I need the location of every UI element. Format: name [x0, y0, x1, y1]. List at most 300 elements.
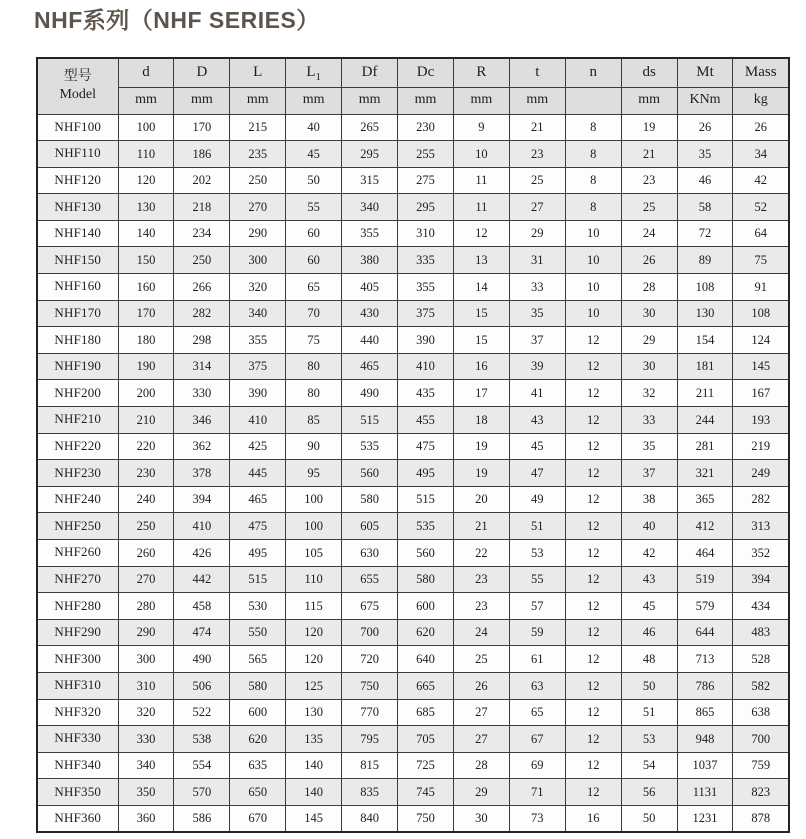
value-cell-d: 330	[174, 380, 230, 407]
value-cell-dc: 230	[398, 114, 454, 141]
value-cell-mt: 72	[677, 220, 733, 247]
value-cell-t: 45	[509, 433, 565, 460]
value-cell-dc: 435	[398, 380, 454, 407]
value-cell-ds: 51	[621, 699, 677, 726]
value-cell-n: 12	[565, 433, 621, 460]
value-cell-df: 750	[342, 672, 398, 699]
value-cell-n: 12	[565, 380, 621, 407]
value-cell-t: 65	[509, 699, 565, 726]
value-cell-l: 290	[230, 220, 286, 247]
value-cell-r: 19	[453, 433, 509, 460]
value-cell-n: 10	[565, 300, 621, 327]
value-cell-r: 16	[453, 353, 509, 380]
value-cell-mass: 42	[733, 167, 789, 194]
value-cell-ds: 24	[621, 220, 677, 247]
table-row-nhf140	[37, 220, 789, 247]
column-header-n: n	[565, 58, 621, 87]
value-cell-r: 23	[453, 566, 509, 593]
value-cell-mt: 1131	[677, 779, 733, 806]
value-cell-ds: 43	[621, 566, 677, 593]
value-cell-l: 410	[230, 407, 286, 434]
value-cell-df: 515	[342, 407, 398, 434]
value-cell-d: 220	[118, 433, 174, 460]
value-cell-d: 362	[174, 433, 230, 460]
model-cell: NHF280	[37, 593, 118, 620]
model-cell: NHF310	[37, 672, 118, 699]
column-header-l: L	[230, 58, 286, 87]
value-cell-d: 320	[118, 699, 174, 726]
value-cell-d: 522	[174, 699, 230, 726]
value-cell-ds: 53	[621, 726, 677, 753]
value-cell-df: 630	[342, 540, 398, 567]
value-cell-r: 11	[453, 194, 509, 221]
value-cell-l: 215	[230, 114, 286, 141]
value-cell-df: 675	[342, 593, 398, 620]
value-cell-l1: 85	[286, 407, 342, 434]
value-cell-l: 390	[230, 380, 286, 407]
value-cell-mass: 282	[733, 486, 789, 513]
model-cell: NHF140	[37, 220, 118, 247]
value-cell-d: 240	[118, 486, 174, 513]
value-cell-d: 180	[118, 327, 174, 354]
value-cell-ds: 33	[621, 407, 677, 434]
value-cell-d: 210	[118, 407, 174, 434]
value-cell-df: 380	[342, 247, 398, 274]
value-cell-d: 100	[118, 114, 174, 141]
value-cell-ds: 25	[621, 194, 677, 221]
value-cell-mt: 281	[677, 433, 733, 460]
value-cell-l: 670	[230, 805, 286, 832]
value-cell-l1: 110	[286, 566, 342, 593]
value-cell-dc: 640	[398, 646, 454, 673]
value-cell-r: 17	[453, 380, 509, 407]
value-cell-t: 61	[509, 646, 565, 673]
value-cell-n: 12	[565, 672, 621, 699]
value-cell-d: 506	[174, 672, 230, 699]
value-cell-d: 350	[118, 779, 174, 806]
value-cell-dc: 295	[398, 194, 454, 221]
value-cell-l1: 50	[286, 167, 342, 194]
model-cell: NHF320	[37, 699, 118, 726]
value-cell-l: 635	[230, 752, 286, 779]
value-cell-mass: 394	[733, 566, 789, 593]
model-cell: NHF160	[37, 274, 118, 301]
value-cell-mt: 46	[677, 167, 733, 194]
value-cell-r: 27	[453, 726, 509, 753]
value-cell-df: 315	[342, 167, 398, 194]
value-cell-n: 12	[565, 779, 621, 806]
value-cell-n: 10	[565, 220, 621, 247]
value-cell-dc: 375	[398, 300, 454, 327]
value-cell-t: 41	[509, 380, 565, 407]
value-cell-r: 26	[453, 672, 509, 699]
value-cell-df: 720	[342, 646, 398, 673]
value-cell-n: 12	[565, 513, 621, 540]
value-cell-d: 200	[118, 380, 174, 407]
value-cell-mass: 700	[733, 726, 789, 753]
nhf-series-spec-table	[36, 57, 790, 833]
value-cell-n: 8	[565, 194, 621, 221]
value-cell-mass: 434	[733, 593, 789, 620]
value-cell-d: 340	[118, 752, 174, 779]
value-cell-d: 170	[174, 114, 230, 141]
value-cell-dc: 560	[398, 540, 454, 567]
value-cell-d: 282	[174, 300, 230, 327]
value-cell-t: 37	[509, 327, 565, 354]
model-label-en: Model	[59, 87, 97, 103]
value-cell-r: 24	[453, 619, 509, 646]
table-row-nhf310	[37, 672, 789, 699]
value-cell-dc: 580	[398, 566, 454, 593]
value-cell-l: 565	[230, 646, 286, 673]
value-cell-mass: 75	[733, 247, 789, 274]
value-cell-r: 15	[453, 327, 509, 354]
table-row-nhf320	[37, 699, 789, 726]
value-cell-dc: 390	[398, 327, 454, 354]
value-cell-n: 8	[565, 141, 621, 168]
value-cell-d: 474	[174, 619, 230, 646]
value-cell-mass: 193	[733, 407, 789, 434]
table-row-nhf170	[37, 300, 789, 327]
value-cell-n: 12	[565, 353, 621, 380]
value-cell-d: 310	[118, 672, 174, 699]
value-cell-r: 13	[453, 247, 509, 274]
value-cell-ds: 37	[621, 460, 677, 487]
value-cell-ds: 50	[621, 805, 677, 832]
value-cell-ds: 30	[621, 300, 677, 327]
value-cell-d: 190	[118, 353, 174, 380]
value-cell-df: 265	[342, 114, 398, 141]
table-row-nhf150	[37, 247, 789, 274]
value-cell-df: 815	[342, 752, 398, 779]
value-cell-df: 465	[342, 353, 398, 380]
table-row-nhf330	[37, 726, 789, 753]
value-cell-r: 29	[453, 779, 509, 806]
value-cell-dc: 665	[398, 672, 454, 699]
value-cell-l: 235	[230, 141, 286, 168]
value-cell-l1: 70	[286, 300, 342, 327]
value-cell-n: 8	[565, 167, 621, 194]
value-cell-d: 150	[118, 247, 174, 274]
value-cell-mt: 786	[677, 672, 733, 699]
column-header-l1: $L_1$	[286, 58, 342, 87]
value-cell-l1: 60	[286, 220, 342, 247]
value-cell-d: 186	[174, 141, 230, 168]
table-row-nhf100	[37, 114, 789, 141]
value-cell-l1: 140	[286, 779, 342, 806]
value-cell-r: 14	[453, 274, 509, 301]
value-cell-t: 67	[509, 726, 565, 753]
value-cell-l: 550	[230, 619, 286, 646]
model-cell: NHF290	[37, 619, 118, 646]
value-cell-mt: 321	[677, 460, 733, 487]
table-row-nhf270	[37, 566, 789, 593]
value-cell-dc: 745	[398, 779, 454, 806]
column-header-t: t	[509, 58, 565, 87]
value-cell-dc: 275	[398, 167, 454, 194]
value-cell-r: 11	[453, 167, 509, 194]
column-header-df: Df	[342, 58, 398, 87]
column-header-mt: Mt	[677, 58, 733, 87]
value-cell-l: 300	[230, 247, 286, 274]
value-cell-mt: 181	[677, 353, 733, 380]
table-row-nhf340	[37, 752, 789, 779]
spec-table-head	[37, 58, 789, 114]
value-cell-d: 266	[174, 274, 230, 301]
value-cell-ds: 50	[621, 672, 677, 699]
value-cell-l: 495	[230, 540, 286, 567]
value-cell-mass: 108	[733, 300, 789, 327]
column-unit-t: mm	[509, 87, 565, 114]
value-cell-mt: 713	[677, 646, 733, 673]
model-cell: NHF170	[37, 300, 118, 327]
value-cell-mass: 878	[733, 805, 789, 832]
value-cell-df: 835	[342, 779, 398, 806]
value-cell-t: 51	[509, 513, 565, 540]
value-cell-d: 490	[174, 646, 230, 673]
value-cell-df: 430	[342, 300, 398, 327]
value-cell-mass: 352	[733, 540, 789, 567]
value-cell-n: 10	[565, 274, 621, 301]
value-cell-d: 290	[118, 619, 174, 646]
value-cell-dc: 495	[398, 460, 454, 487]
value-cell-t: 33	[509, 274, 565, 301]
table-row-nhf110	[37, 141, 789, 168]
value-cell-df: 795	[342, 726, 398, 753]
value-cell-r: 10	[453, 141, 509, 168]
value-cell-df: 295	[342, 141, 398, 168]
column-header-r: R	[453, 58, 509, 87]
value-cell-l1: 135	[286, 726, 342, 753]
value-cell-d: 298	[174, 327, 230, 354]
value-cell-l: 375	[230, 353, 286, 380]
value-cell-ds: 30	[621, 353, 677, 380]
value-cell-r: 28	[453, 752, 509, 779]
table-row-nhf300	[37, 646, 789, 673]
value-cell-mt: 211	[677, 380, 733, 407]
value-cell-df: 560	[342, 460, 398, 487]
value-cell-df: 700	[342, 619, 398, 646]
value-cell-mt: 1037	[677, 752, 733, 779]
model-cell: NHF130	[37, 194, 118, 221]
value-cell-l: 515	[230, 566, 286, 593]
value-cell-l1: 60	[286, 247, 342, 274]
value-cell-d: 270	[118, 566, 174, 593]
value-cell-d: 394	[174, 486, 230, 513]
value-cell-mass: 91	[733, 274, 789, 301]
table-row-nhf200	[37, 380, 789, 407]
model-cell: NHF240	[37, 486, 118, 513]
column-unit-l: mm	[230, 87, 286, 114]
column-unit-n	[565, 87, 621, 114]
value-cell-t: 35	[509, 300, 565, 327]
table-row-nhf180	[37, 327, 789, 354]
value-cell-t: 43	[509, 407, 565, 434]
table-row-nhf250	[37, 513, 789, 540]
model-cell: NHF190	[37, 353, 118, 380]
column-unit-d: mm	[118, 87, 174, 114]
value-cell-n: 12	[565, 460, 621, 487]
value-cell-d: 314	[174, 353, 230, 380]
value-cell-t: 63	[509, 672, 565, 699]
value-cell-df: 840	[342, 805, 398, 832]
value-cell-n: 12	[565, 646, 621, 673]
value-cell-mass: 34	[733, 141, 789, 168]
value-cell-mt: 579	[677, 593, 733, 620]
table-row-nhf260	[37, 540, 789, 567]
value-cell-dc: 455	[398, 407, 454, 434]
value-cell-t: 69	[509, 752, 565, 779]
value-cell-mt: 644	[677, 619, 733, 646]
model-cell: NHF330	[37, 726, 118, 753]
value-cell-t: 49	[509, 486, 565, 513]
value-cell-t: 27	[509, 194, 565, 221]
value-cell-r: 9	[453, 114, 509, 141]
value-cell-d: 130	[118, 194, 174, 221]
value-cell-l: 320	[230, 274, 286, 301]
value-cell-r: 19	[453, 460, 509, 487]
column-header-mass: Mass	[733, 58, 789, 87]
value-cell-mt: 58	[677, 194, 733, 221]
model-cell: NHF210	[37, 407, 118, 434]
value-cell-d: 378	[174, 460, 230, 487]
column-unit-r: mm	[453, 87, 509, 114]
value-cell-ds: 42	[621, 540, 677, 567]
table-row-nhf160	[37, 274, 789, 301]
value-cell-mass: 124	[733, 327, 789, 354]
value-cell-r: 18	[453, 407, 509, 434]
value-cell-mass: 313	[733, 513, 789, 540]
value-cell-l: 425	[230, 433, 286, 460]
column-unit-dc: mm	[398, 87, 454, 114]
model-cell: NHF250	[37, 513, 118, 540]
value-cell-l1: 100	[286, 513, 342, 540]
value-cell-l1: 145	[286, 805, 342, 832]
value-cell-d: 218	[174, 194, 230, 221]
value-cell-n: 12	[565, 726, 621, 753]
value-cell-ds: 19	[621, 114, 677, 141]
value-cell-r: 25	[453, 646, 509, 673]
model-cell: NHF270	[37, 566, 118, 593]
value-cell-dc: 535	[398, 513, 454, 540]
value-cell-ds: 38	[621, 486, 677, 513]
value-cell-mass: 219	[733, 433, 789, 460]
model-cell: NHF260	[37, 540, 118, 567]
model-label-zh: 型号	[63, 69, 92, 85]
value-cell-dc: 410	[398, 353, 454, 380]
value-cell-mt: 1231	[677, 805, 733, 832]
value-cell-l: 270	[230, 194, 286, 221]
value-cell-dc: 750	[398, 805, 454, 832]
value-cell-t: 39	[509, 353, 565, 380]
value-cell-t: 23	[509, 141, 565, 168]
value-cell-mt: 865	[677, 699, 733, 726]
value-cell-r: 22	[453, 540, 509, 567]
value-cell-d: 170	[118, 300, 174, 327]
column-unit-d: mm	[174, 87, 230, 114]
value-cell-df: 440	[342, 327, 398, 354]
value-cell-d: 110	[118, 141, 174, 168]
column-header-model	[37, 58, 118, 114]
model-cell: NHF180	[37, 327, 118, 354]
value-cell-t: 73	[509, 805, 565, 832]
spec-table-body	[37, 114, 789, 832]
value-cell-r: 27	[453, 699, 509, 726]
value-cell-dc: 620	[398, 619, 454, 646]
value-cell-l1: 125	[286, 672, 342, 699]
value-cell-df: 535	[342, 433, 398, 460]
value-cell-t: 59	[509, 619, 565, 646]
value-cell-n: 10	[565, 247, 621, 274]
value-cell-d: 250	[174, 247, 230, 274]
value-cell-t: 25	[509, 167, 565, 194]
value-cell-mass: 52	[733, 194, 789, 221]
value-cell-r: 23	[453, 593, 509, 620]
value-cell-n: 12	[565, 566, 621, 593]
column-header-d: d	[118, 58, 174, 87]
column-header-ds: ds	[621, 58, 677, 87]
value-cell-n: 12	[565, 593, 621, 620]
value-cell-mt: 244	[677, 407, 733, 434]
column-unit-mass: kg	[733, 87, 789, 114]
value-cell-d: 280	[118, 593, 174, 620]
value-cell-l1: 105	[286, 540, 342, 567]
value-cell-l: 650	[230, 779, 286, 806]
value-cell-t: 55	[509, 566, 565, 593]
value-cell-ds: 26	[621, 247, 677, 274]
value-cell-n: 12	[565, 752, 621, 779]
value-cell-mass: 64	[733, 220, 789, 247]
value-cell-df: 490	[342, 380, 398, 407]
value-cell-ds: 45	[621, 593, 677, 620]
value-cell-dc: 705	[398, 726, 454, 753]
table-row-nhf280	[37, 593, 789, 620]
value-cell-l1: 140	[286, 752, 342, 779]
value-cell-r: 30	[453, 805, 509, 832]
value-cell-l1: 40	[286, 114, 342, 141]
model-cell: NHF340	[37, 752, 118, 779]
value-cell-l1: 80	[286, 380, 342, 407]
value-cell-l: 530	[230, 593, 286, 620]
value-cell-d: 360	[118, 805, 174, 832]
value-cell-dc: 475	[398, 433, 454, 460]
value-cell-d: 538	[174, 726, 230, 753]
value-cell-t: 29	[509, 220, 565, 247]
value-cell-df: 605	[342, 513, 398, 540]
value-cell-ds: 54	[621, 752, 677, 779]
table-row-nhf350	[37, 779, 789, 806]
value-cell-r: 21	[453, 513, 509, 540]
value-cell-df: 655	[342, 566, 398, 593]
value-cell-l: 445	[230, 460, 286, 487]
column-header-subscript: 1	[315, 71, 321, 84]
value-cell-ds: 56	[621, 779, 677, 806]
value-cell-ds: 23	[621, 167, 677, 194]
value-cell-dc: 725	[398, 752, 454, 779]
value-cell-n: 12	[565, 407, 621, 434]
value-cell-d: 120	[118, 167, 174, 194]
table-row-nhf290	[37, 619, 789, 646]
value-cell-d: 300	[118, 646, 174, 673]
value-cell-t: 53	[509, 540, 565, 567]
value-cell-n: 12	[565, 619, 621, 646]
value-cell-dc: 515	[398, 486, 454, 513]
value-cell-r: 20	[453, 486, 509, 513]
value-cell-l: 355	[230, 327, 286, 354]
value-cell-n: 12	[565, 699, 621, 726]
header-unit-row	[37, 87, 789, 114]
value-cell-mass: 528	[733, 646, 789, 673]
